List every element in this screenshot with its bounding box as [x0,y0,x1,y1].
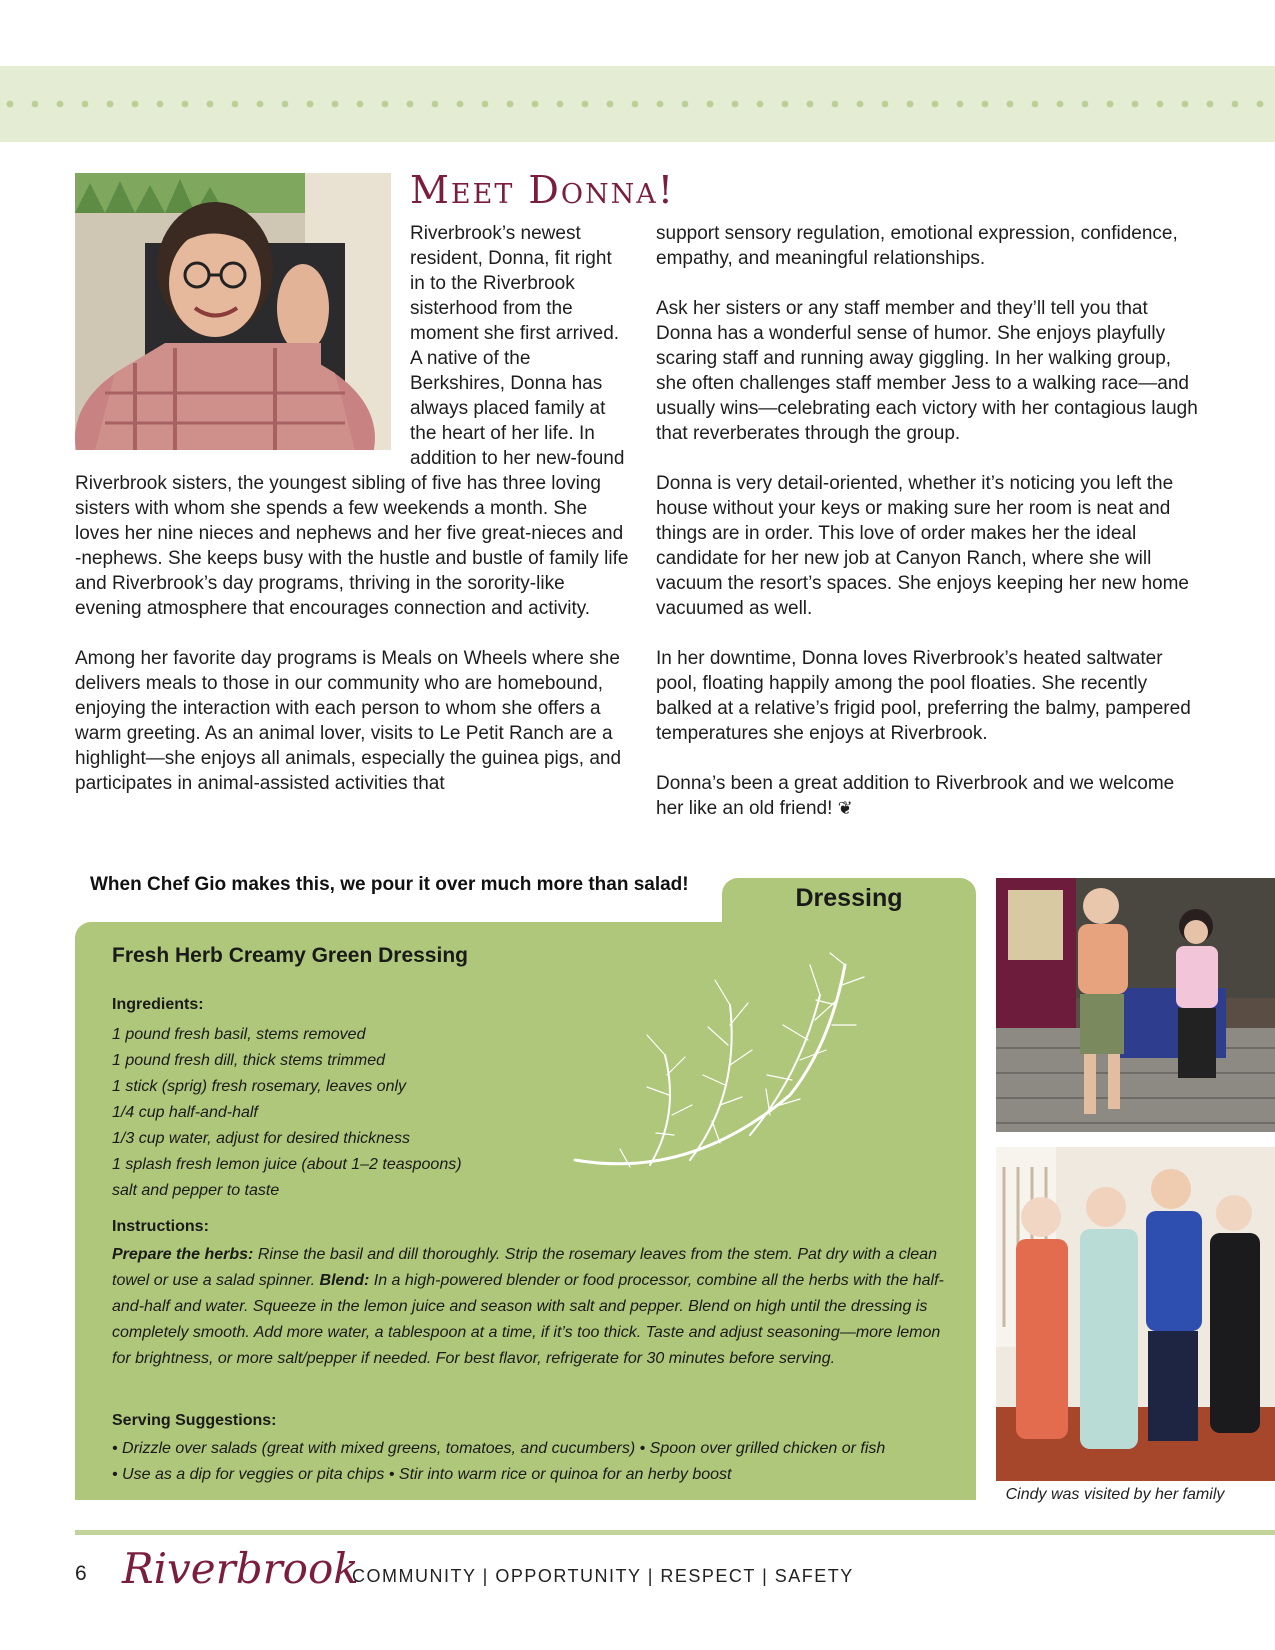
ingredient-item: 1/4 cup half-and-half [112,1104,258,1121]
band-dot [807,101,814,108]
ingredient-item: 1 splash fresh lemon juice (about 1–2 teaspoons) [112,1156,462,1173]
band-dot [557,101,564,108]
instructions-heading: Instructions: [112,1218,209,1235]
serving-line: • Use as a dip for veggies or pita chips • Stir into warm rice or quinoa for an herby boost [112,1466,732,1483]
band-dot [207,101,214,108]
footer-rule [75,1530,1275,1535]
article-paragraph: Among her favorite day programs is Meals on Wheels where she delivers meals to those in our community who are homebound, enjoying the interaction with each person to whom she offers a warm greeting. As an animal lover, visits to Le Petit Ranch are a highlight—she enjoys all animals, especially the guinea pigs, and participates in animal-assisted activities that [75,648,622,794]
band-dot [1157,101,1164,108]
serving-heading: Serving Suggestions: [112,1412,277,1429]
article-paragraph [656,771,1206,821]
band-dot [957,101,964,108]
instructions-text [112,1242,952,1372]
band-dot [857,101,864,108]
article-left-column [75,221,630,821]
band-dot [407,101,414,108]
band-dot [1132,101,1139,108]
band-dot [582,101,589,108]
band-dot [257,101,264,108]
band-dot [132,101,139,108]
article-paragraph: In her downtime, Donna loves Riverbrook’s heated saltwater pool, floating happily among the pool floaties. She recently balked at a relative’s frigid pool, preferring the balmy, pampered temperatures she enjoys at Riverbrook. [656,648,1191,744]
recipe-tab-label: Dressing [795,884,903,912]
band-dot [1032,101,1039,108]
band-dot [532,101,539,108]
photo-caption: Cindy was visited by her family [1005,1486,1225,1503]
article-closing-text: Donna’s been a great addition to Riverbrook and we welcome her like an old friend! [656,773,1175,819]
step-label: Prepare the herbs: [112,1246,254,1263]
band-dot [457,101,464,108]
dot-pattern [0,66,1275,142]
band-dot [832,101,839,108]
photo-wrap-spacer [75,221,410,461]
band-dot [1107,101,1114,108]
band-dot [7,101,14,108]
band-dot [907,101,914,108]
ingredient-item: 1 pound fresh basil, stems removed [112,1026,366,1043]
dancing-photo [996,878,1275,1132]
band-dot [32,101,39,108]
article-paragraph: Ask her sisters or any staff member and they’ll tell you that Donna has a wonderful sense of humor. She enjoys playfully scaring staff and running away giggling. In her walking group, she often challenges staff member Jess to a walking race—and usually wins—celebrating each victory with her contagious laugh that reverberates through the group. [656,298,1198,444]
band-dot [782,101,789,108]
band-dot [757,101,764,108]
band-dot [1182,101,1189,108]
article-title: Meet Donna! [410,168,676,212]
band-dot [1257,101,1264,108]
header-dot-band [0,66,1275,142]
ingredients-heading: Ingredients: [112,996,204,1013]
band-dot [657,101,664,108]
article-paragraph: support sensory regulation, emotional expression, confidence, empathy, and meaningful relationships. [656,223,1178,269]
ingredient-item: salt and pepper to taste [112,1182,280,1199]
riverbrook-logo: Riverbrook [122,1544,359,1593]
band-dot [682,101,689,108]
band-dot [607,101,614,108]
serving-line: • Drizzle over salads (great with mixed greens, tomatoes, and cucumbers) • Spoon over grilled chicken or fish [112,1440,886,1457]
band-dot [57,101,64,108]
band-dot [307,101,314,108]
band-dot [232,101,239,108]
band-dot [1057,101,1064,108]
band-dot [157,101,164,108]
ingredients-list [112,1022,462,1204]
family-visit-photo [996,1147,1275,1481]
step-label: Blend: [319,1272,370,1289]
page-number: 6 [75,1562,87,1585]
article-paragraph: Riverbrook’s newest resident, Donna, fit right in to the Riverbrook sisterhood from the moment she first arrived. A native of the Berkshires, Donna has always placed family at the heart of her life. In addition to her new-found Riverbrook sisters, the youngest sibling of five has three loving sisters with whom she spends a few weekends a month. She loves her nine nieces and nephews and her five great-nieces and -nephews. She keeps busy with the hustle and bustle of family life and Riverbrook’s day programs, thriving in the sorority-like evening atmosphere that encourages connection and activity. [75,223,629,619]
band-dot [882,101,889,108]
band-dot [932,101,939,108]
band-dot [732,101,739,108]
band-dot [282,101,289,108]
band-dot [507,101,514,108]
dill-sprig-icon [570,945,880,1195]
step-text: In a high-powered blender or food processor, combine all the herbs with the half-and-half and water. Squeeze in the lemon juice and season with salt and pepper. Blend on high until the dressing is completely smooth. Add more water, a tablespoon at a time, if it’s too thick. Taste and adjust seasoning—more lemon for brightness, or more salt/pepper if needed. For best flavor, refrigerate for 30 minutes before serving. [112,1272,944,1367]
band-dot [1082,101,1089,108]
footer-motto: COMMUNITY | OPPORTUNITY | RESPECT | SAFETY [352,1566,854,1586]
ingredient-item: 1 pound fresh dill, thick stems trimmed [112,1052,385,1069]
ingredient-item: 1 stick (sprig) fresh rosemary, leaves only [112,1078,407,1095]
recipe-tagline: When Chef Gio makes this, we pour it over much more than salad! [90,874,689,895]
band-dot [432,101,439,108]
band-dot [1007,101,1014,108]
band-dot [707,101,714,108]
recipe-title: Fresh Herb Creamy Green Dressing [112,944,468,967]
band-dot [332,101,339,108]
band-dot [182,101,189,108]
band-dot [1207,101,1214,108]
band-dot [1232,101,1239,108]
fleuron-icon: ❦ [837,798,853,818]
band-dot [482,101,489,108]
band-dot [82,101,89,108]
band-dot [382,101,389,108]
step-text: Rinse the basil and dill thoroughly. Strip the rosemary leaves from the stem. Pat dry with a clean towel or use a salad spinner. [112,1246,937,1289]
article-right-column [656,221,1206,846]
band-dot [632,101,639,108]
band-dot [982,101,989,108]
band-dot [357,101,364,108]
band-dot [107,101,114,108]
ingredient-item: 1/3 cup water, adjust for desired thickness [112,1130,410,1147]
article-paragraph: Donna is very detail-oriented, whether it’s noticing you left the house without your keys or making sure her room is neat and things are in order. This love of order makes her the ideal candidate for her new job at Canyon Ranch, where she will vacuum the resort’s spaces. She enjoys keeping her new home vacuumed as well. [656,473,1190,619]
